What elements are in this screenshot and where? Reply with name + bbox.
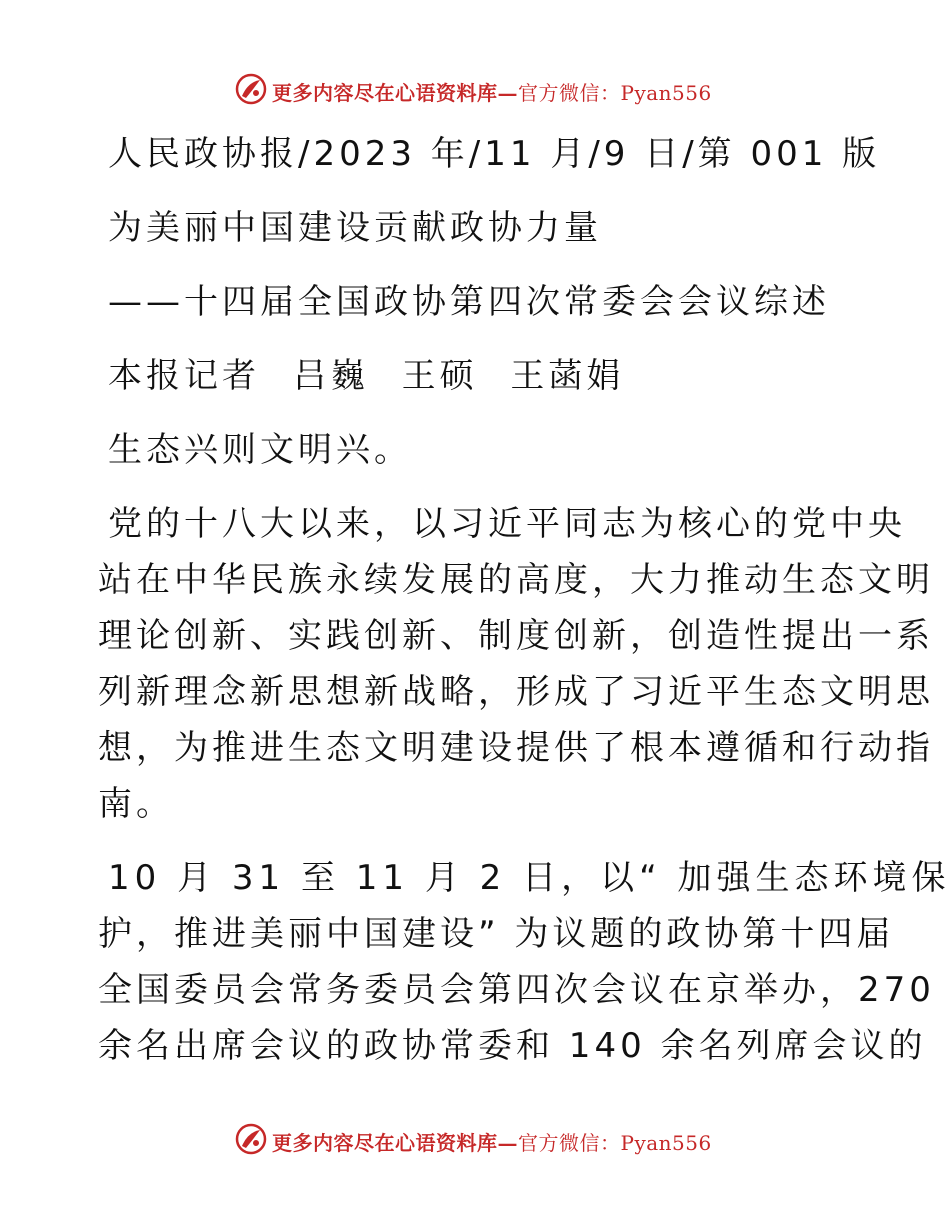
watermark-text: 更多内容尽在心语资料库—官方微信：Pyan556: [272, 81, 712, 105]
paragraph-2-line: 党的十八大以来，以习近平同志为核心的党中央: [108, 504, 906, 544]
brush-logo-icon: [234, 1122, 268, 1156]
byline: 本报记者 吕巍 王硕 王菡娟: [108, 356, 625, 396]
brush-logo-icon: [234, 72, 268, 106]
paragraph-2-line: 理论创新、实践创新、制度创新，创造性提出一系: [98, 616, 934, 656]
article-subtitle: ——十四届全国政协第四次常委会会议综述: [108, 282, 830, 322]
paragraph-3-line: 余名出席会议的政协常委和 140 余名列席会议的: [98, 1026, 927, 1066]
watermark-footer: [0, 1120, 950, 1160]
paragraph-3-line: 全国委员会常务委员会第四次会议在京举办，270: [98, 970, 935, 1010]
paragraph-3-line: 护，推进美丽中国建设” 为议题的政协第十四届: [98, 914, 895, 954]
paragraph-2-line: 想，为推进生态文明建设提供了根本遵循和行动指: [98, 728, 934, 768]
paragraph-2-line: 列新理念新思想新战略，形成了习近平生态文明思: [98, 672, 934, 712]
paragraph-3-line: 10 月 31 至 11 月 2 日，以“ 加强生态环境保: [108, 858, 950, 898]
watermark-text: 更多内容尽在心语资料库—官方微信：Pyan556: [272, 1131, 712, 1155]
paragraph-2-line: 南。: [98, 784, 174, 824]
source-line: 人民政协报/2023 年/11 月/9 日/第 001 版: [108, 134, 881, 174]
paragraph-2-line: 站在中华民族永续发展的高度，大力推动生态文明: [98, 560, 934, 600]
watermark-header: [0, 70, 950, 110]
paragraph-1: 生态兴则文明兴。: [108, 430, 412, 470]
article-title: 为美丽中国建设贡献政协力量: [108, 208, 602, 248]
